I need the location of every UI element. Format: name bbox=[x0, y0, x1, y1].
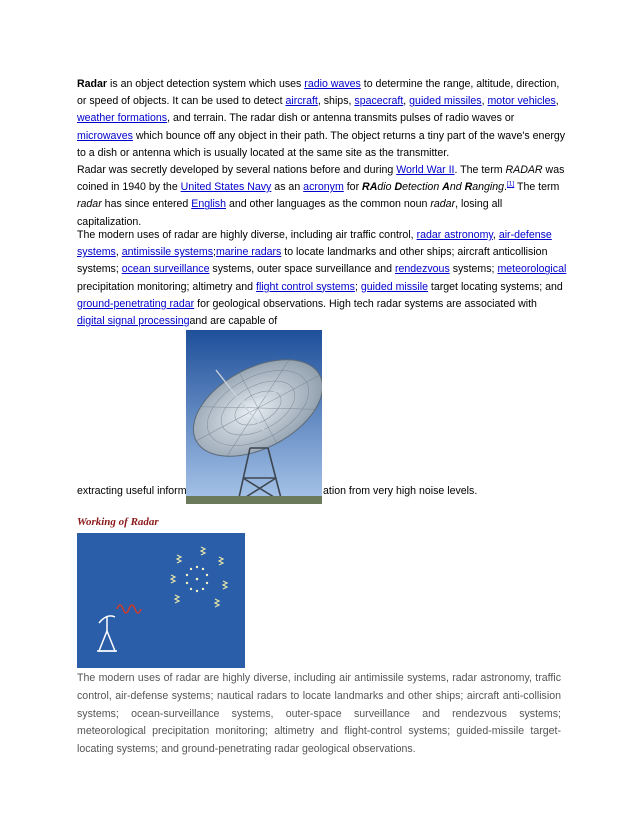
text: . The term bbox=[454, 164, 506, 176]
text: , bbox=[115, 246, 122, 259]
link-english[interactable]: English bbox=[191, 198, 226, 211]
link-motor-vehicles[interactable]: motor vehicles bbox=[487, 95, 556, 108]
acronym-letter: D bbox=[394, 181, 403, 194]
text: and are capable of bbox=[189, 315, 278, 328]
footnote-link[interactable]: [1] bbox=[506, 180, 515, 188]
link-world-war-ii[interactable]: World War II bbox=[396, 164, 455, 176]
link-ground-penetrating-radar[interactable]: ground-penetrating radar bbox=[77, 297, 195, 310]
text: to determine the range, altitude, direction, or speed of objects. It can be used to detect bbox=[77, 78, 560, 108]
acronym-letter: A bbox=[442, 181, 450, 194]
paragraph-modern-uses: The modern uses of radar are highly diverse, including air antimissile systems, radar astronomy, traffic control, air-defense systems; nautical radars to locate landmarks and other ships; aircraft anti-collision systems; ocean-surveillance systems, outer-space surveillance and rendezvous systems; meteorological precipitation monitoring; altimetry and flight-control systems; guided-missile target-locating systems; and ground-penetrating radar geological observations. bbox=[77, 672, 561, 756]
link-united-states-navy[interactable]: United States Navy bbox=[180, 181, 272, 194]
text: , bbox=[481, 95, 488, 108]
text: target locating systems; and bbox=[427, 280, 563, 293]
text: systems, outer space surveillance and bbox=[209, 263, 395, 276]
acronym-letter: RA bbox=[362, 181, 378, 194]
text: , bbox=[492, 229, 499, 241]
link-radio-waves[interactable]: radio waves bbox=[304, 78, 361, 90]
text: . bbox=[504, 181, 507, 194]
text: The term bbox=[514, 181, 560, 194]
link-guided-missile[interactable]: guided missile bbox=[360, 280, 428, 293]
link-digital-signal-processing[interactable]: digital signal processing bbox=[77, 315, 190, 328]
radar-working-diagram bbox=[77, 533, 245, 668]
text: , bbox=[555, 95, 559, 108]
radar-dish-image bbox=[186, 330, 322, 504]
text: for geological observations. High tech radar systems are associated with bbox=[194, 297, 537, 310]
text: as an bbox=[271, 181, 304, 194]
radar-dish-photo bbox=[186, 330, 322, 504]
link-air-defense-systems[interactable]: air-defense systems bbox=[77, 229, 552, 259]
text: ; bbox=[213, 246, 216, 259]
text: , losing all capitalization. bbox=[77, 198, 503, 228]
radar-diagram-image bbox=[77, 533, 245, 668]
acronym-word: etection bbox=[402, 181, 443, 194]
text: ; bbox=[354, 280, 361, 293]
section-heading: Working of Radar bbox=[77, 516, 159, 528]
link-rendezvous[interactable]: rendezvous bbox=[394, 263, 450, 276]
text: precipitation monitoring; altimetry and bbox=[77, 280, 257, 293]
acronym-expansion bbox=[362, 181, 504, 193]
link-weather-formations[interactable]: weather formations bbox=[77, 112, 168, 125]
link-aircraft[interactable]: aircraft bbox=[285, 95, 318, 108]
link-guided-missiles[interactable]: guided missiles bbox=[409, 95, 482, 108]
radar-term: Radar bbox=[77, 78, 108, 90]
text: , and terrain. The radar dish or antenna transmits pulses of radio waves or bbox=[167, 112, 515, 125]
text: The modern uses of radar are highly diverse, including air traffic control, bbox=[77, 229, 417, 241]
paragraph-intro bbox=[77, 76, 567, 162]
link-meteorological[interactable]: meteorological bbox=[497, 263, 567, 276]
text: and other languages as the common noun bbox=[226, 198, 431, 211]
link-marine-radars[interactable]: marine radars bbox=[215, 246, 282, 259]
link-acronym[interactable]: acronym bbox=[303, 181, 344, 194]
radar-italic: RADAR bbox=[505, 164, 543, 176]
link-ocean-surveillance[interactable]: ocean surveillance bbox=[121, 263, 210, 276]
text: for bbox=[343, 181, 363, 194]
text: to locate landmarks and other ships; aircraft anticollision systems; bbox=[77, 246, 548, 276]
paragraph-history bbox=[77, 162, 567, 231]
acronym-word: dio bbox=[377, 181, 395, 194]
acronym-word: nd bbox=[449, 181, 465, 194]
link-microwaves[interactable]: microwaves bbox=[77, 129, 133, 142]
acronym-letter: R bbox=[464, 181, 473, 194]
paragraph-uses bbox=[77, 227, 567, 330]
text: which bounce off any object in their path. The object returns a tiny part of the wave's energy to a dish or antenna which is usually located at the same site as the transmitter. bbox=[77, 129, 566, 159]
caption-right: ation from very high noise levels. bbox=[323, 485, 478, 497]
acronym-word: anging bbox=[472, 181, 505, 194]
caption-left: extracting useful inform bbox=[77, 485, 187, 497]
text: systems; bbox=[449, 263, 498, 276]
text: has since entered bbox=[101, 198, 192, 211]
link-spacecraft[interactable]: spacecraft bbox=[354, 95, 404, 108]
text: Radar was secretly developed by several nations before and during bbox=[77, 164, 397, 176]
text: is an object detection system which uses bbox=[107, 78, 305, 90]
text: was coined in 1940 by the bbox=[77, 164, 565, 194]
radar-lower-italic: radar bbox=[77, 198, 102, 211]
link-flight-control-systems[interactable]: flight control systems bbox=[256, 280, 355, 293]
link-radar-astronomy[interactable]: radar astronomy bbox=[416, 229, 493, 241]
radar-noun-italic: radar bbox=[430, 198, 456, 211]
text: , ships, bbox=[317, 95, 355, 108]
link-antimissile-systems[interactable]: antimissile systems bbox=[121, 246, 213, 259]
text: , bbox=[403, 95, 410, 108]
